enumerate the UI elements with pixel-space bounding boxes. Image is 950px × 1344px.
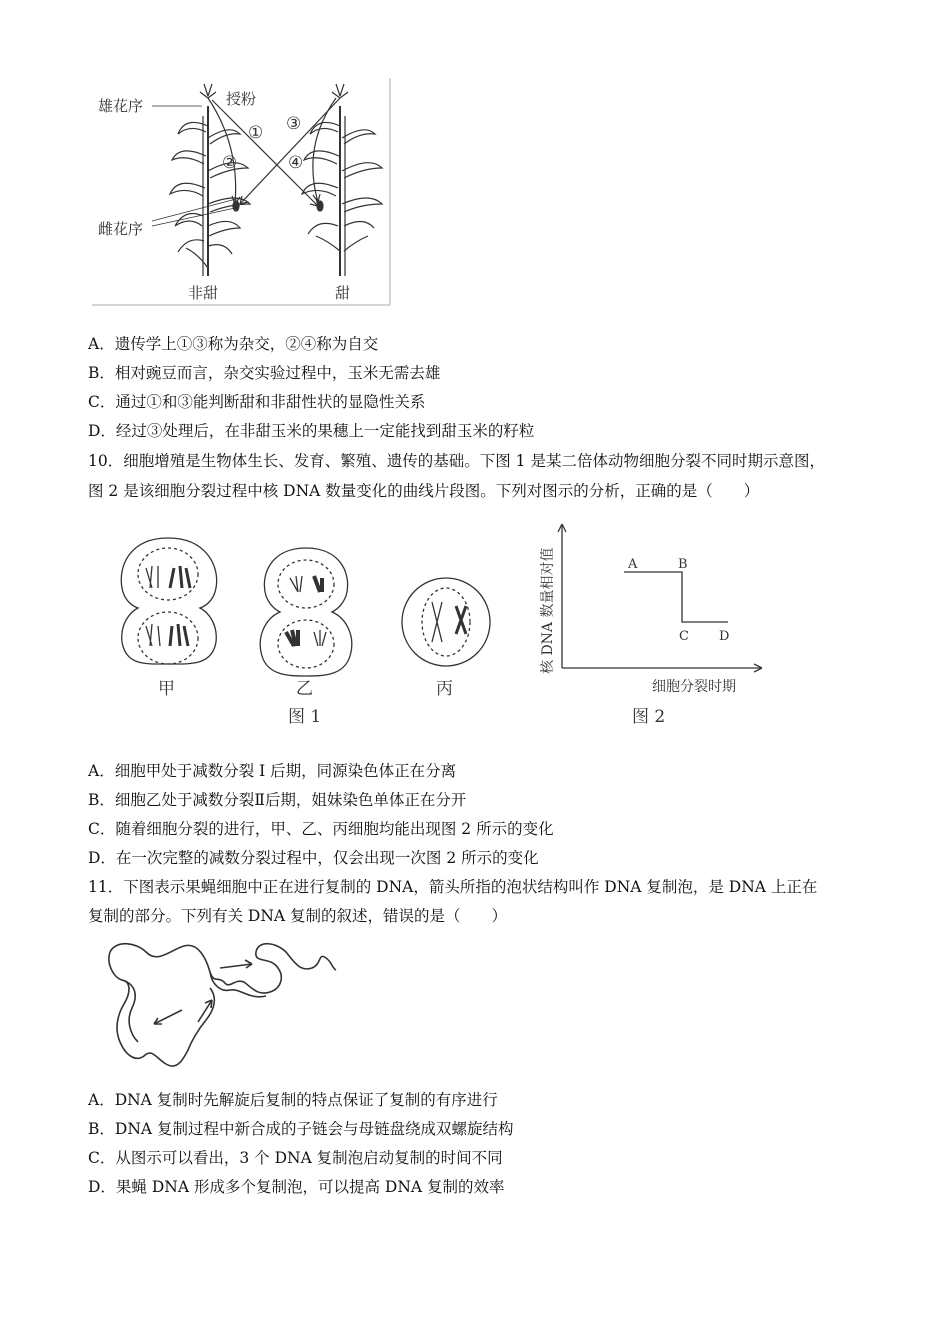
- y-axis-label: 核 DNA 数量相对值: [540, 547, 556, 674]
- q11-option-a: A．DNA 复制时先解旋后复制的特点保证了复制的有序进行: [88, 1091, 498, 1109]
- q9-option-b: B．相对豌豆而言，杂交实验过程中，玉米无需去雄: [88, 364, 441, 382]
- q11-stem-line1: 11．下图表示果蝇细胞中正在进行复制的 DNA，箭头所指的泡状结构叫作 DNA 复制泡，是 DNA 上正在: [88, 878, 818, 896]
- q10-stem-line2: 图 2 是该细胞分裂过程中核 DNA 数量变化的曲线片段图。下列对图示的分析，正确的是（ ）: [88, 482, 760, 500]
- q11-option-b: B．DNA 复制过程中新合成的子链会与母链盘绕成双螺旋结构: [88, 1120, 514, 1138]
- male-inflorescence-label: 雄花序: [98, 97, 144, 115]
- x-axis-label: 细胞分裂时期: [652, 679, 736, 695]
- q10-option-b: B．细胞乙处于减数分裂Ⅱ后期，姐妹染色单体正在分开: [88, 791, 467, 809]
- point-b-label: B: [678, 557, 688, 572]
- q10-stem-line1: 10．细胞增殖是生物体生长、发育、繁殖、遗传的基础。下图 1 是某二倍体动物细胞分裂不同时期示意图，: [88, 452, 825, 470]
- q9-option-c: C．通过①和③能判断甜和非甜性状的显隐性关系: [88, 393, 426, 411]
- sweet-label: 甜: [335, 284, 351, 302]
- female-inflorescence-label: 雌花序: [98, 220, 144, 238]
- cell-b-label: 乙: [296, 679, 313, 699]
- point-d-label: D: [719, 629, 730, 644]
- label-n3: ③: [286, 114, 302, 134]
- q9-option-a: A．遗传学上①③称为杂交，②④称为自交: [88, 335, 379, 353]
- figure1-caption: 图 1: [288, 707, 322, 727]
- corn-pollination-figure: [90, 76, 395, 310]
- q11-option-d: D．果蝇 DNA 形成多个复制泡，可以提高 DNA 复制的效率: [88, 1178, 505, 1196]
- cell-c-label: 丙: [436, 679, 453, 699]
- figure2-caption: 图 2: [632, 707, 666, 727]
- q10-option-a: A．细胞甲处于减数分裂 I 后期，同源染色体正在分离: [88, 762, 457, 780]
- q9-option-d: D．经过③处理后，在非甜玉米的果穗上一定能找到甜玉米的籽粒: [88, 422, 535, 440]
- point-c-label: C: [679, 629, 689, 644]
- nonsweet-label: 非甜: [188, 284, 219, 302]
- point-a-label: A: [628, 557, 638, 572]
- cell-a-label: 甲: [158, 679, 175, 699]
- label-n1: ①: [248, 123, 264, 143]
- q10-option-d: D．在一次完整的减数分裂过程中，仅会出现一次图 2 所示的变化: [88, 849, 539, 867]
- q10-figure2-chart: [532, 520, 772, 730]
- q11-dna-replication-figure: [106, 938, 338, 1070]
- dna-step-line: [624, 572, 728, 622]
- pollination-label: 授粉: [226, 90, 257, 108]
- q11-option-c: C．从图示可以看出，3 个 DNA 复制泡启动复制的时间不同: [88, 1149, 503, 1167]
- label-n4: ④: [288, 153, 304, 173]
- label-n2: ②: [222, 153, 238, 173]
- q10-figure1-cells: [110, 526, 500, 731]
- q10-option-c: C．随着细胞分裂的进行，甲、乙、丙细胞均能出现图 2 所示的变化: [88, 820, 554, 838]
- q11-stem-line2: 复制的部分。下列有关 DNA 复制的叙述，错误的是（ ）: [88, 907, 508, 925]
